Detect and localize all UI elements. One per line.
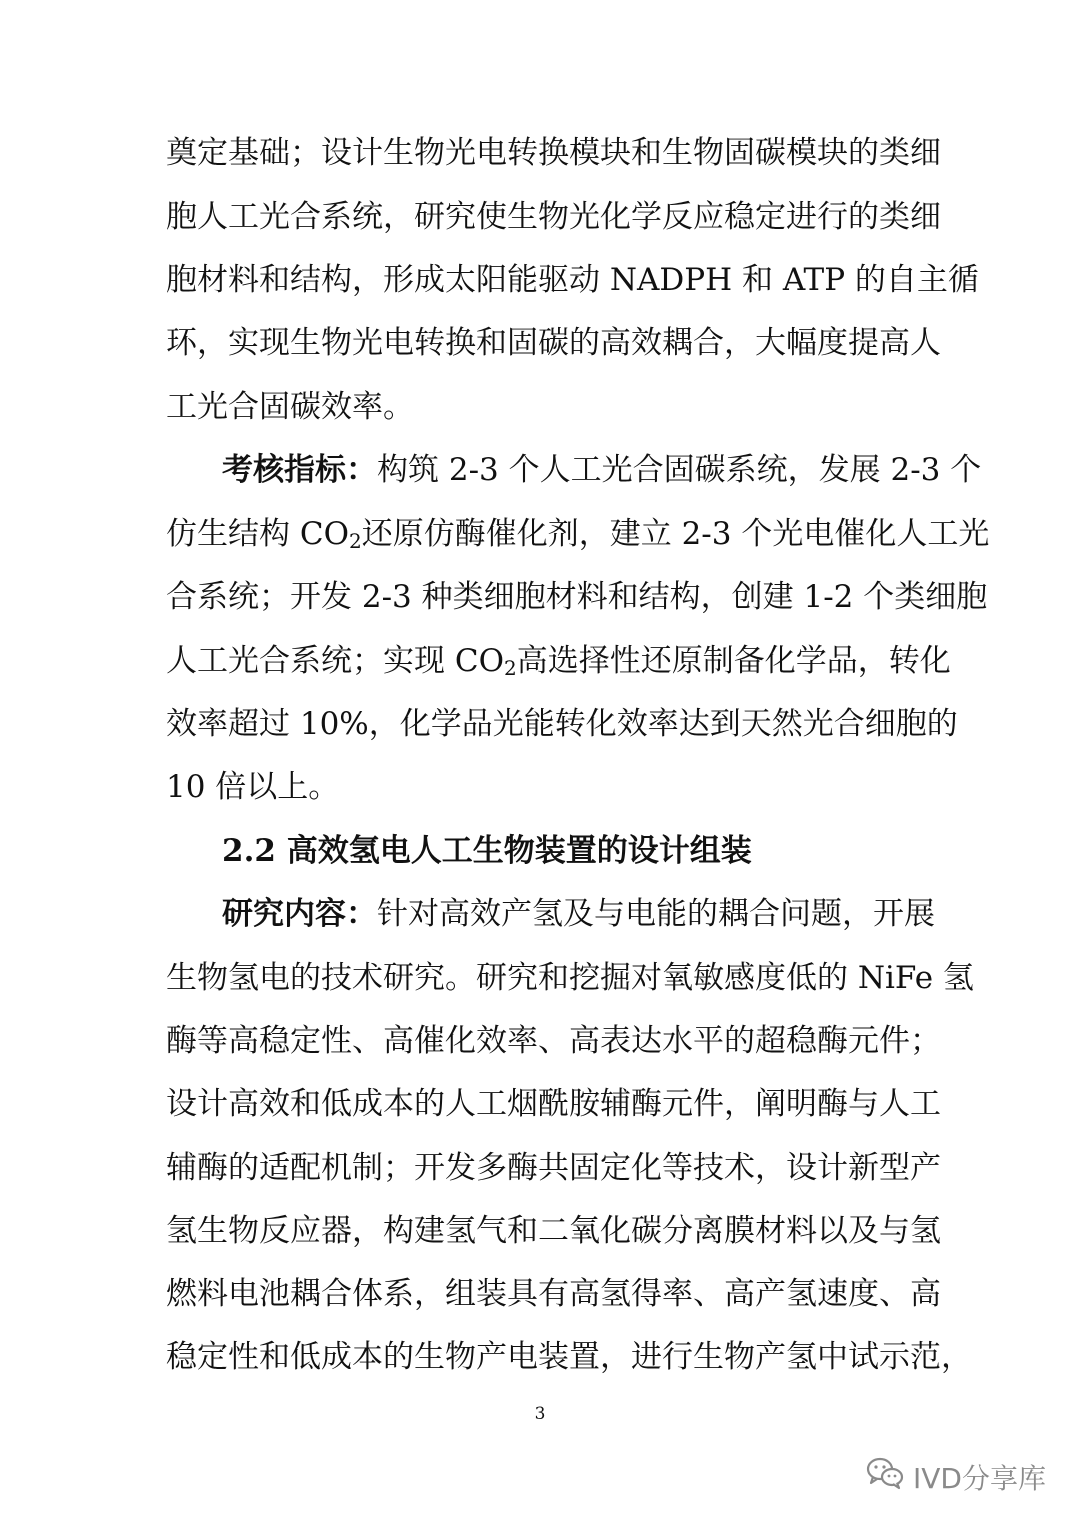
assessment-line-text: 人工光合系统；实现 CO (166, 643, 504, 679)
wechat-icon (865, 1456, 905, 1501)
assessment-first-line (222, 450, 982, 490)
research-line: 稳定性和低成本的生物产电装置，进行生物产氢中试示范， (166, 1339, 972, 1375)
research-first-line (222, 894, 935, 934)
section-heading: 2.2 高效氢电人工生物装置的设计组装 (222, 833, 752, 869)
assessment-line-text: 还原仿酶催化剂，建立 2-3 个光电催化人工光 (361, 516, 990, 552)
research-line: 生物氢电的技术研究。研究和挖掘对氧敏感度低的 NiFe 氢 (166, 960, 974, 996)
paragraph-line: 工光合固碳效率。 (166, 389, 414, 425)
assessment-line (166, 514, 990, 561)
assessment-label: 考核指标： (222, 452, 377, 488)
assessment-line-text: 仿生结构 CO (166, 516, 349, 552)
assessment-line: 10 倍以上。 (166, 769, 340, 805)
assessment-line-text: 构筑 2-3 个人工光合固碳系统，发展 2-3 个 (377, 452, 982, 488)
research-line: 燃料电池耦合体系，组装具有高氢得率、高产氢速度、高 (166, 1276, 941, 1312)
subscript: 2 (504, 656, 517, 680)
assessment-line (166, 641, 951, 688)
subscript: 2 (349, 529, 362, 553)
watermark (865, 1456, 1046, 1501)
research-line: 辅酶的适配机制；开发多酶共固定化等技术，设计新型产 (166, 1150, 941, 1186)
research-label: 研究内容： (222, 896, 377, 932)
paragraph-line: 环，实现生物光电转换和固碳的高效耦合，大幅度提高人 (166, 325, 941, 361)
research-line-text: 针对高效产氢及与电能的耦合问题，开展 (377, 896, 935, 932)
watermark-text: IVD分享库 (913, 1461, 1046, 1495)
paragraph-line: 奠定基础；设计生物光电转换模块和生物固碳模块的类细 (166, 135, 941, 171)
paragraph-line: 胞材料和结构，形成太阳能驱动 NADPH 和 ATP 的自主循 (166, 262, 979, 298)
assessment-line: 合系统；开发 2-3 种类细胞材料和结构，创建 1-2 个类细胞 (166, 579, 988, 615)
research-line: 氢生物反应器，构建氢气和二氧化碳分离膜材料以及与氢 (166, 1213, 941, 1249)
paragraph-line: 胞人工光合系统，研究使生物光化学反应稳定进行的类细 (166, 199, 941, 235)
research-line: 设计高效和低成本的人工烟酰胺辅酶元件，阐明酶与人工 (166, 1086, 941, 1122)
research-line: 酶等高稳定性、高催化效率、高表达水平的超稳酶元件； (166, 1023, 941, 1059)
page-number: 3 (534, 1404, 546, 1424)
assessment-line-text: 高选择性还原制备化学品，转化 (516, 643, 951, 679)
assessment-line: 效率超过 10%，化学品光能转化效率达到天然光合细胞的 (166, 706, 958, 742)
